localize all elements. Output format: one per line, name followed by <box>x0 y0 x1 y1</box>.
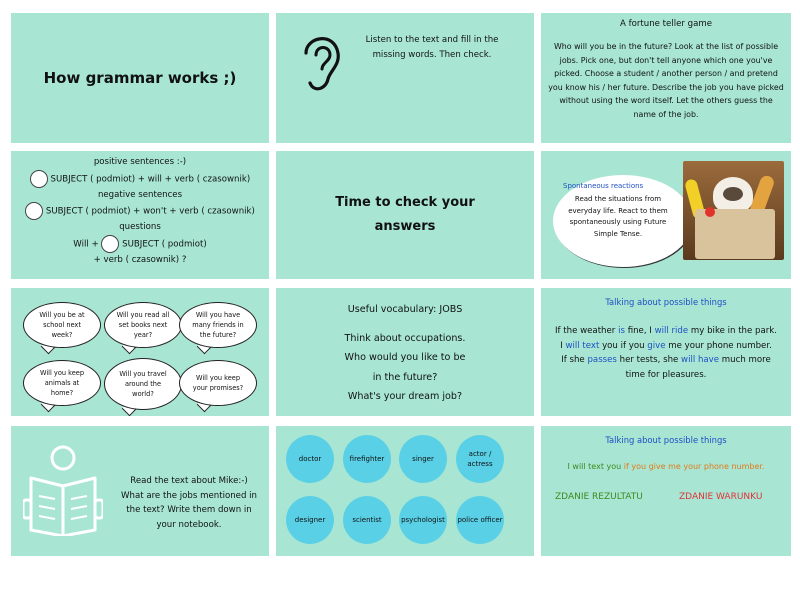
question-verb: + verb ( czasownik) ? <box>93 254 187 265</box>
slide-12 <box>541 426 791 556</box>
sentence-1: If the weather is fine, I will ride my bike in the park. <box>554 326 777 336</box>
sentence-3: If she passes her tests, she will have much more time for pleasures. <box>561 355 771 380</box>
slide-10 <box>11 426 269 556</box>
slide-8 <box>276 288 534 416</box>
job-circle: psychologist <box>399 496 447 544</box>
slide-6-heading: Spontaneous reactions <box>563 182 644 190</box>
speech-bubble: Will you keep your promises? <box>179 360 257 406</box>
speech-bubble: Will you keep animals at home? <box>23 360 101 406</box>
condition-clause: if you give me your phone number. <box>623 462 765 471</box>
avatar-icon <box>25 202 43 220</box>
slide-2-text: Listen to the text and fill in the missing words. Then check. <box>365 35 499 60</box>
job-circle: police officer <box>456 496 504 544</box>
slide-12-heading: Talking about possible things <box>605 435 727 445</box>
slide-6 <box>541 151 791 279</box>
example-sentence <box>541 462 791 471</box>
slide-3-body: Who will you be in the future? Look at the list of possible jobs. Pick one, but don't tell anyone which one you've picked. Choose a student / another person / and pretend you know his / her future. Describe the job you have picked without using the word itself. Let the others guess the name of the job. <box>548 42 784 119</box>
slide-2 <box>276 13 534 143</box>
slide-8-heading: Useful vocabulary: JOBS <box>347 304 463 315</box>
sentence-2: I will text you if you give me your phone number. <box>560 340 772 351</box>
slide-5 <box>276 151 534 279</box>
slide-4 <box>11 151 269 279</box>
avatar-icon <box>30 170 48 188</box>
label-result: ZDANIE REZULTATU <box>555 492 643 502</box>
slide-8-line3: in the future? <box>372 371 438 383</box>
speech-bubble: Will you read all set books next year? <box>104 302 182 348</box>
speech-bubble: Will you travel around the world? <box>104 358 182 410</box>
slide-5-title: Time to check your answers <box>335 195 475 234</box>
slide-3 <box>541 13 791 143</box>
question-subject: SUBJECT ( podmiot) <box>122 239 207 249</box>
question-will: Will + <box>73 239 99 249</box>
cat-in-bag-image <box>683 161 784 260</box>
label-condition: ZDANIE WARUNKU <box>679 492 763 502</box>
ear-icon <box>292 27 348 99</box>
avatar-icon <box>101 235 119 253</box>
slide-8-line1: Think about occupations. <box>344 332 466 344</box>
positive-rule: SUBJECT ( podmiot) + will + verb ( czasownik) <box>50 174 251 184</box>
negative-rule: SUBJECT ( podmiot) + won't + verb ( czasownik) <box>45 206 255 217</box>
job-circle: singer <box>399 435 447 483</box>
question-heading: questions <box>119 222 161 232</box>
slide-9-heading: Talking about possible things <box>605 297 727 307</box>
slide-6-body: Read the situations from everyday life. React to them spontaneously using Future Simple Tense. <box>568 195 668 238</box>
job-circle: doctor <box>286 435 334 483</box>
slide-9 <box>541 288 791 416</box>
negative-heading: negative sentences <box>97 189 183 200</box>
speech-bubble: Will you have many friends in the future? <box>179 302 257 348</box>
slide-1 <box>11 13 269 143</box>
positive-heading: positive sentences :-) <box>93 157 187 167</box>
slide-3-heading: A fortune teller game <box>619 19 713 29</box>
reading-person-icon <box>23 444 103 536</box>
job-circle: actor / actress <box>456 435 504 483</box>
slide-10-text: Read the text about Mike:-) What are the jobs mentioned in the text? Write them down in your notebook. <box>121 476 257 530</box>
job-circle: designer <box>286 496 334 544</box>
slide-1-title: How grammar works ;) <box>43 69 237 87</box>
result-clause: I will text you <box>567 462 622 471</box>
slide-8-line4: What's your dream job? <box>347 391 463 402</box>
job-circle: scientist <box>343 496 391 544</box>
speech-bubble: Will you be at school next week? <box>23 302 101 348</box>
slide-11 <box>276 426 534 556</box>
slide-7 <box>11 288 269 416</box>
job-circle: firefighter <box>343 435 391 483</box>
slide-8-line2: Who would you like to be <box>344 352 466 363</box>
